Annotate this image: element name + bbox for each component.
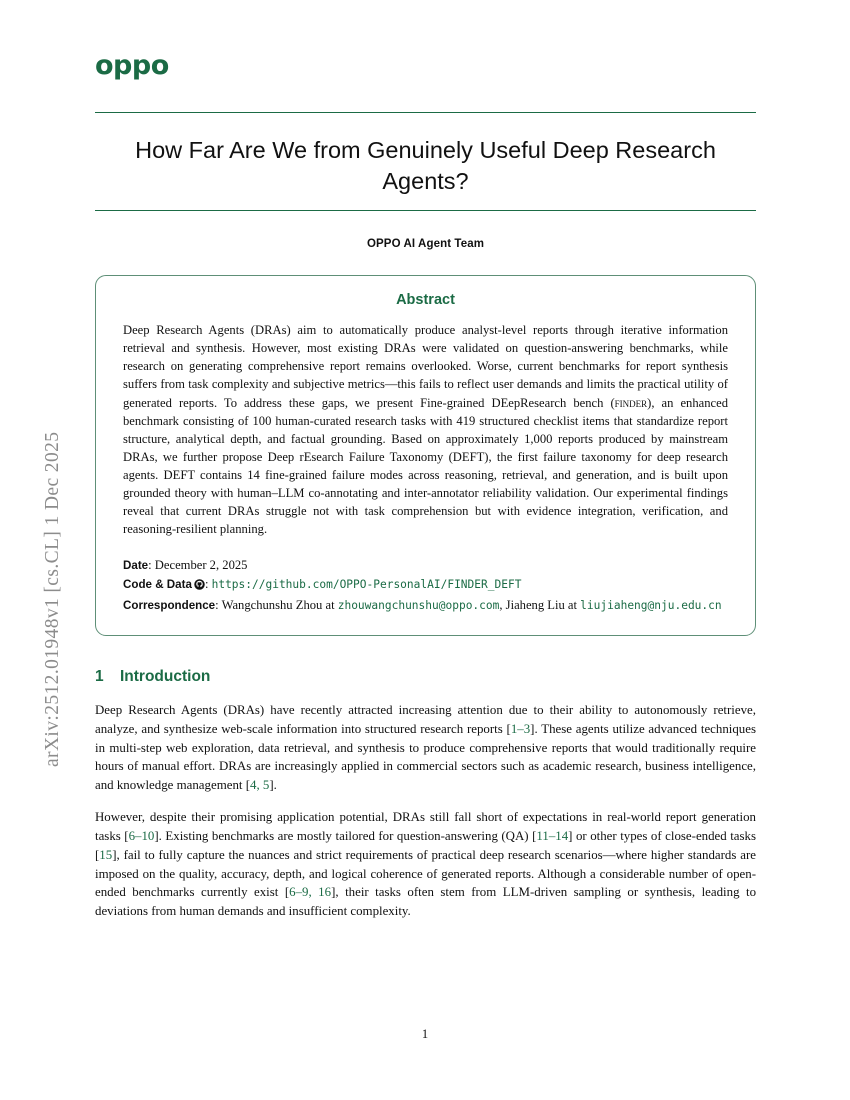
- meta-code-line: [123, 575, 728, 596]
- abstract-segment-2: ), an enhanced benchmark consisting of 100 human-curated research tasks with 419 structured checklist items that standardize report structure, analytical depth, and factual grounding. Based on approximately 1,000 reports produced by mainstream DRAs, we further propose Deep rEsearch Failure Taxonomy (DEFT), the first failure taxonomy for deep research agents. DEFT contains 14 fine-grained failure modes across reasoning, retrieval, and generation, and is built upon grounded theory with human–LLM co-annotating and inter-annotator reliability validation. Our experimental findings reveal that current DRAs struggle not with task comprehension but with evidence integration, verification, and reasoning-resilient planning.: [123, 395, 728, 537]
- p1-text-c: ].: [269, 778, 277, 793]
- meta-correspondence-label: Correspondence: [123, 598, 216, 612]
- repository-url[interactable]: https://github.com/OPPO-PersonalAI/FINDER_DEFT: [211, 577, 522, 591]
- correspondence-joiner: ,: [499, 597, 506, 612]
- p2-text-e: ], their tasks often stem from LLM-driven sampling or synthesis, leading to deviations from human demands and insufficient complexity.: [95, 885, 757, 919]
- meta-correspondence-separator: :: [215, 597, 222, 612]
- github-icon: [194, 577, 205, 596]
- meta-date-separator: :: [148, 557, 155, 572]
- meta-date-value: December 2, 2025: [154, 557, 248, 572]
- citation-11-14[interactable]: 11–14: [536, 828, 569, 843]
- section-title: Introduction: [120, 667, 211, 685]
- page-title: How Far Are We from Genuinely Useful Deep Research Agents?: [135, 137, 716, 195]
- p1-text-b: ]. These agents utilize advanced techniques in multi-step web exploration, data retrieval, and synthesis to produce comprehensive reports that would traditionally require hours of manual effort. DRAs are increasingly applied in commercial sectors such as academic research, business intelligence, and knowledge management [: [95, 721, 756, 793]
- abstract-heading: Abstract: [396, 292, 455, 309]
- abstract-box: [95, 275, 756, 636]
- meta-date-line: [123, 556, 728, 575]
- corresponding-email-2[interactable]: liujiaheng@nju.edu.cn: [580, 598, 722, 612]
- paper-content-column: [95, 0, 756, 934]
- p2-text-c: ] or other types of close-ended tasks [: [95, 828, 757, 862]
- citation-6-10[interactable]: 6–10: [128, 828, 155, 843]
- abstract-metadata: [123, 556, 728, 615]
- corresponding-author-1: Wangchunshu Zhou at: [221, 597, 338, 612]
- meta-correspondence-line: [123, 596, 728, 615]
- p2-text-a: However, despite their promising application potential, DRAs still fall short of expectations in real-world report generation tasks [: [95, 810, 756, 843]
- intro-paragraph-2: [95, 808, 756, 921]
- citation-1-3[interactable]: 1–3: [510, 721, 531, 736]
- benchmark-name-finder: finder: [614, 395, 648, 410]
- meta-code-separator: :: [204, 576, 212, 591]
- abstract-segment-1: Deep Research Agents (DRAs) aim to automatically produce analyst-level reports through iterative information retrieval and synthesis. However, most existing DRAs were validated on question-answering benchmarks, while research on generating comprehensive report remains overlooked. Worse, current benchmarks for report synthesis suffers from task complexity and subjective metrics—this fails to reflect user demands and limits the practical utility of generated reports. To address these gaps, we present Fine-grained DEepResearch bench (: [123, 323, 728, 410]
- author-line: OPPO AI Agent Team: [366, 238, 485, 251]
- p2-text-b: ]. Existing benchmarks are mostly tailored for question-answering (QA) [: [154, 828, 537, 843]
- header-rule-bottom: [95, 210, 756, 211]
- section-heading-introduction: [95, 668, 756, 686]
- meta-code-label: Code & Data: [123, 577, 192, 591]
- corresponding-email-1[interactable]: zhouwangchunshu@oppo.com: [337, 598, 500, 612]
- citation-15[interactable]: 15: [99, 847, 113, 862]
- page-number: 1: [421, 1027, 429, 1041]
- citation-6-9-16[interactable]: 6–9, 16: [289, 885, 332, 900]
- p2-text-d: ], fail to fully capture the nuances and strict requirements of practical deep research scenarios—where higher standards are imposed on the quality, accuracy, depth, and logical coherence of generated reports. Although a considerable number of open-ended benchmarks currently exist [: [95, 847, 756, 900]
- meta-date-label: Date: [123, 558, 149, 572]
- intro-paragraph-1: [95, 701, 756, 795]
- section-number: 1: [95, 667, 104, 685]
- p1-text-a: Deep Research Agents (DRAs) have recently attracted increasing attention due to their ability to autonomously retrieve, analyze, and synthesize web-scale information into structured research reports [: [95, 702, 756, 736]
- arxiv-stamp: arXiv:2512.01948v1 [cs.CL] 1 Dec 2025: [42, 431, 63, 767]
- corresponding-author-2: Jiaheng Liu at: [505, 597, 581, 612]
- header-rule-top: [95, 112, 756, 113]
- abstract-body: [123, 321, 728, 539]
- oppo-logo: oppo: [95, 50, 169, 81]
- citation-4-5[interactable]: 4, 5: [250, 778, 270, 793]
